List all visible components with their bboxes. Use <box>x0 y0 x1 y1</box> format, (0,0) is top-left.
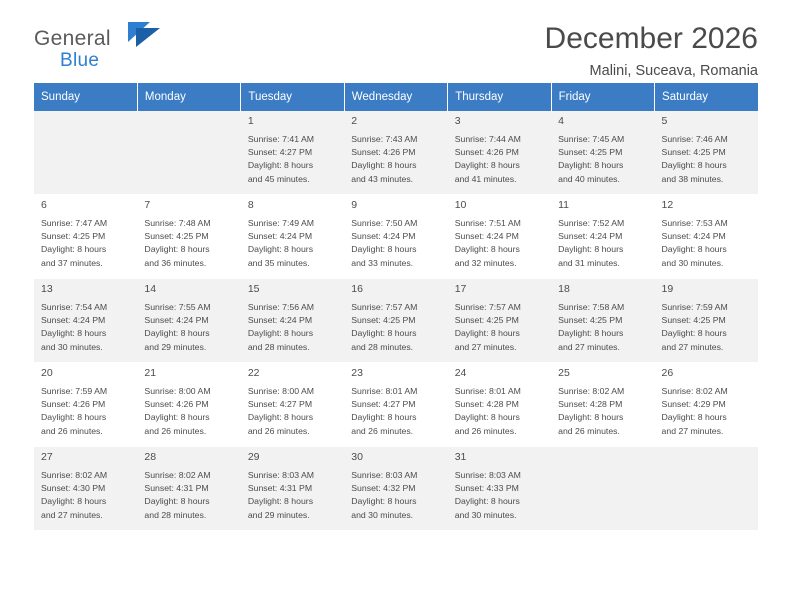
calendar-cell-empty <box>655 447 758 531</box>
day-info-line: Sunset: 4:26 PM <box>144 399 209 410</box>
day-info-line: and 27 minutes. <box>454 341 517 352</box>
day-info-line: Daylight: 8 hours <box>351 412 417 423</box>
day-info-line: Sunrise: 7:45 AM <box>558 133 625 144</box>
calendar-body <box>34 111 758 531</box>
day-info-line: and 26 minutes. <box>41 425 103 436</box>
day-info-line: Sunset: 4:25 PM <box>454 315 519 326</box>
day-info-line: Sunset: 4:29 PM <box>661 399 726 410</box>
day-info-line: and 26 minutes. <box>558 425 620 436</box>
day-number: 17 <box>454 283 467 295</box>
calendar-week-row <box>34 447 758 531</box>
calendar-cell-empty <box>34 111 137 195</box>
page-title: December 2026 <box>544 22 758 55</box>
calendar-day-cell[interactable] <box>137 363 240 447</box>
day-info-line: Sunset: 4:25 PM <box>661 147 726 158</box>
calendar-week-row <box>34 279 758 363</box>
day-info-line: Daylight: 8 hours <box>661 328 727 339</box>
day-info-line: and 26 minutes. <box>144 425 207 436</box>
calendar-day-cell[interactable] <box>241 111 344 195</box>
calendar-day-cell[interactable] <box>448 111 551 195</box>
day-info-line: Daylight: 8 hours <box>454 412 520 423</box>
day-info-line: and 38 minutes. <box>661 173 724 184</box>
day-number: 27 <box>41 451 53 463</box>
day-info-line: Sunset: 4:27 PM <box>247 399 313 410</box>
day-info-line: Sunrise: 8:00 AM <box>144 385 211 396</box>
calendar-day-cell[interactable] <box>655 279 758 363</box>
day-number: 4 <box>558 115 564 127</box>
day-number: 9 <box>351 199 358 211</box>
day-number: 28 <box>144 451 157 463</box>
day-info-line: and 30 minutes. <box>351 509 414 520</box>
day-info-line: Sunrise: 8:02 AM <box>144 469 211 480</box>
day-info-line: Daylight: 8 hours <box>454 496 520 507</box>
calendar-day-cell[interactable] <box>655 111 758 195</box>
day-info-line: Sunrise: 7:57 AM <box>351 301 418 312</box>
calendar-day-cell[interactable] <box>137 279 240 363</box>
day-number: 29 <box>247 451 260 463</box>
day-number: 15 <box>247 283 260 295</box>
day-info-line: Daylight: 8 hours <box>41 496 107 507</box>
weekday-sunday: Sunday <box>34 83 137 111</box>
weekday-wednesday: Wednesday <box>344 83 447 111</box>
day-info-line: Sunrise: 8:00 AM <box>247 385 315 396</box>
day-info-line: Daylight: 8 hours <box>247 328 314 339</box>
day-info-line: Sunrise: 8:02 AM <box>558 385 625 396</box>
day-info-line: Sunrise: 8:03 AM <box>247 469 315 480</box>
day-info-line: Sunset: 4:25 PM <box>351 315 416 326</box>
calendar-day-cell[interactable] <box>551 363 654 447</box>
day-info-line: and 33 minutes. <box>351 257 414 268</box>
day-info-line: Daylight: 8 hours <box>247 160 314 171</box>
day-number: 25 <box>558 367 570 379</box>
calendar-day-cell[interactable] <box>241 195 344 279</box>
day-info-line: and 29 minutes. <box>247 509 310 520</box>
calendar-day-cell[interactable] <box>344 195 447 279</box>
calendar-header-row <box>34 83 758 111</box>
day-info-line: Sunset: 4:25 PM <box>558 315 623 326</box>
calendar-week-row <box>34 111 758 195</box>
day-number: 10 <box>454 199 467 211</box>
day-info-line: Sunrise: 7:54 AM <box>41 301 108 312</box>
day-info-line: Sunset: 4:24 PM <box>454 231 519 242</box>
day-info-line: Sunset: 4:26 PM <box>351 147 416 158</box>
day-info-line: Sunset: 4:24 PM <box>247 231 313 242</box>
calendar-cell-empty <box>551 447 654 531</box>
calendar-cell-empty <box>137 111 240 195</box>
day-info-line: Daylight: 8 hours <box>351 244 417 255</box>
day-info-line: Sunrise: 7:49 AM <box>247 217 315 228</box>
calendar-day-cell[interactable] <box>137 447 240 531</box>
day-info-line: Sunrise: 7:51 AM <box>454 217 521 228</box>
day-info-line: Sunset: 4:26 PM <box>41 399 106 410</box>
day-info-line: Daylight: 8 hours <box>558 244 624 255</box>
day-info-line: Sunset: 4:31 PM <box>144 483 209 494</box>
day-info-line: and 27 minutes. <box>41 509 103 520</box>
day-number: 3 <box>454 115 461 127</box>
calendar-day-cell[interactable] <box>34 195 137 279</box>
day-info-line: Daylight: 8 hours <box>351 328 417 339</box>
day-info-line: Daylight: 8 hours <box>247 412 314 423</box>
day-info-line: Daylight: 8 hours <box>144 496 210 507</box>
day-info-line: and 45 minutes. <box>247 173 310 184</box>
day-info-line: Sunset: 4:24 PM <box>558 231 623 242</box>
calendar-day-cell[interactable] <box>34 363 137 447</box>
day-number: 16 <box>351 283 363 295</box>
day-info-line: Sunset: 4:27 PM <box>247 147 313 158</box>
day-info-line: Sunrise: 7:57 AM <box>454 301 521 312</box>
weekday-friday: Friday <box>551 83 654 111</box>
calendar-day-cell[interactable] <box>344 279 447 363</box>
day-info-line: Sunset: 4:24 PM <box>351 231 416 242</box>
day-info-line: and 27 minutes. <box>661 341 724 352</box>
day-number: 14 <box>144 283 157 295</box>
day-info-line: Sunset: 4:25 PM <box>558 147 623 158</box>
day-info-line: Sunset: 4:28 PM <box>454 399 519 410</box>
day-info-line: Sunrise: 7:55 AM <box>144 301 211 312</box>
day-info-line: Sunset: 4:26 PM <box>454 147 519 158</box>
day-info-line: and 27 minutes. <box>661 425 724 436</box>
weekday-saturday: Saturday <box>655 83 758 111</box>
calendar-day-cell[interactable] <box>34 447 137 531</box>
calendar-day-cell[interactable] <box>448 195 551 279</box>
page-header <box>34 0 758 79</box>
day-info-line: Daylight: 8 hours <box>247 496 314 507</box>
day-number: 11 <box>558 199 570 211</box>
day-info-line: and 26 minutes. <box>247 425 310 436</box>
day-info-line: Daylight: 8 hours <box>558 412 624 423</box>
calendar-day-cell[interactable] <box>344 363 447 447</box>
calendar-day-cell[interactable] <box>344 447 447 531</box>
day-info-line: and 37 minutes. <box>41 257 103 268</box>
day-info-line: and 30 minutes. <box>661 257 724 268</box>
day-info-line: and 27 minutes. <box>558 341 620 352</box>
day-info-line: Sunrise: 7:43 AM <box>351 133 418 144</box>
calendar-day-cell[interactable] <box>551 279 654 363</box>
weekday-thursday: Thursday <box>448 83 551 111</box>
calendar-week-row <box>34 363 758 447</box>
day-info-line: Sunset: 4:31 PM <box>247 483 313 494</box>
day-info-line: and 40 minutes. <box>558 173 620 184</box>
day-info-line: and 26 minutes. <box>351 425 414 436</box>
day-number: 23 <box>351 367 363 379</box>
day-info-line: Daylight: 8 hours <box>661 412 727 423</box>
day-info-line: Sunset: 4:24 PM <box>661 231 726 242</box>
day-info-line: and 32 minutes. <box>454 257 517 268</box>
calendar-day-cell[interactable] <box>655 195 758 279</box>
logo[interactable] <box>34 28 111 70</box>
day-number: 8 <box>247 199 254 211</box>
day-number: 22 <box>247 367 260 379</box>
calendar-day-cell[interactable] <box>137 195 240 279</box>
day-info-line: and 29 minutes. <box>144 341 207 352</box>
day-info-line: and 35 minutes. <box>247 257 310 268</box>
day-info-line: Daylight: 8 hours <box>454 244 520 255</box>
day-info-line: Sunrise: 7:59 AM <box>41 385 108 396</box>
calendar-day-cell[interactable] <box>551 195 654 279</box>
day-info-line: Daylight: 8 hours <box>351 160 417 171</box>
calendar-day-cell[interactable] <box>448 447 551 531</box>
day-info-line: Sunset: 4:24 PM <box>144 315 209 326</box>
calendar-day-cell[interactable] <box>241 363 344 447</box>
day-info-line: Sunrise: 7:58 AM <box>558 301 625 312</box>
day-info-line: and 31 minutes. <box>558 257 620 268</box>
day-info-line: and 30 minutes. <box>454 509 517 520</box>
day-number: 26 <box>661 367 674 379</box>
calendar-day-cell[interactable] <box>344 111 447 195</box>
day-info-line: Daylight: 8 hours <box>558 328 624 339</box>
day-info-line: Sunset: 4:32 PM <box>351 483 416 494</box>
day-info-line: Sunrise: 8:01 AM <box>351 385 418 396</box>
day-info-line: Sunrise: 8:02 AM <box>41 469 108 480</box>
day-info-line: Sunset: 4:33 PM <box>454 483 519 494</box>
day-info-line: and 41 minutes. <box>454 173 517 184</box>
title-block <box>545 22 758 79</box>
day-info-line: Daylight: 8 hours <box>454 160 520 171</box>
day-number: 5 <box>661 115 668 127</box>
calendar-day-cell[interactable] <box>34 279 137 363</box>
day-info-line: Sunset: 4:25 PM <box>144 231 209 242</box>
day-info-line: Daylight: 8 hours <box>351 496 417 507</box>
day-info-line: Sunset: 4:27 PM <box>351 399 416 410</box>
logo-blue-text: Blue <box>60 50 100 71</box>
day-number: 31 <box>454 451 467 463</box>
day-info-line: Sunrise: 8:01 AM <box>454 385 521 396</box>
day-info-line: and 26 minutes. <box>454 425 517 436</box>
day-info-line: and 43 minutes. <box>351 173 414 184</box>
weekday-monday: Monday <box>137 83 240 111</box>
calendar-table <box>34 83 758 531</box>
day-info-line: Daylight: 8 hours <box>41 244 107 255</box>
day-info-line: Sunrise: 7:44 AM <box>454 133 521 144</box>
day-info-line: Sunrise: 8:03 AM <box>454 469 521 480</box>
day-number: 24 <box>454 367 467 379</box>
day-info-line: Daylight: 8 hours <box>661 244 727 255</box>
day-info-line: Daylight: 8 hours <box>41 328 107 339</box>
calendar-day-cell[interactable] <box>241 447 344 531</box>
logo-general-text: General <box>34 27 111 50</box>
day-info-line: Daylight: 8 hours <box>247 244 314 255</box>
day-info-line: Sunrise: 7:41 AM <box>247 133 315 144</box>
flag-icon <box>128 22 162 48</box>
day-info-line: Sunrise: 7:46 AM <box>661 133 728 144</box>
day-number: 30 <box>351 451 363 463</box>
day-info-line: Sunrise: 7:53 AM <box>661 217 728 228</box>
day-info-line: and 36 minutes. <box>144 257 207 268</box>
day-info-line: Sunset: 4:24 PM <box>41 315 106 326</box>
day-number: 6 <box>41 199 47 211</box>
day-info-line: Sunset: 4:25 PM <box>661 315 726 326</box>
day-info-line: Sunrise: 8:03 AM <box>351 469 418 480</box>
day-info-line: Daylight: 8 hours <box>144 244 210 255</box>
day-info-line: Sunrise: 7:52 AM <box>558 217 625 228</box>
calendar-day-cell[interactable] <box>655 363 758 447</box>
day-number: 18 <box>558 283 570 295</box>
day-number: 19 <box>661 283 674 295</box>
day-info-line: Daylight: 8 hours <box>558 160 624 171</box>
day-number: 20 <box>41 367 53 379</box>
day-info-line: and 28 minutes. <box>247 341 310 352</box>
calendar-day-cell[interactable] <box>448 279 551 363</box>
day-info-line: Daylight: 8 hours <box>144 412 210 423</box>
day-number: 13 <box>41 283 53 295</box>
calendar-day-cell[interactable] <box>241 279 344 363</box>
day-info-line: Daylight: 8 hours <box>144 328 210 339</box>
day-info-line: Sunset: 4:24 PM <box>247 315 313 326</box>
day-info-line: Sunrise: 7:50 AM <box>351 217 418 228</box>
day-number: 1 <box>247 115 254 127</box>
day-info-line: Sunrise: 7:56 AM <box>247 301 315 312</box>
day-info-line: Daylight: 8 hours <box>661 160 727 171</box>
day-info-line: and 28 minutes. <box>351 341 414 352</box>
day-number: 2 <box>351 115 358 127</box>
day-info-line: Sunrise: 7:59 AM <box>661 301 728 312</box>
day-info-line: and 30 minutes. <box>41 341 103 352</box>
calendar-week-row <box>34 195 758 279</box>
day-info-line: Sunset: 4:28 PM <box>558 399 623 410</box>
day-info-line: Sunrise: 7:48 AM <box>144 217 211 228</box>
weekday-tuesday: Tuesday <box>241 83 344 111</box>
day-info-line: Sunrise: 7:47 AM <box>41 217 108 228</box>
day-info-line: Daylight: 8 hours <box>454 328 520 339</box>
day-info-line: Sunrise: 8:02 AM <box>661 385 728 396</box>
location-subtitle: Malini, Suceava, Romania <box>589 63 758 79</box>
day-info-line: and 28 minutes. <box>144 509 207 520</box>
day-number: 12 <box>661 199 674 211</box>
calendar-day-cell[interactable] <box>448 363 551 447</box>
day-info-line: Sunset: 4:25 PM <box>41 231 106 242</box>
day-number: 7 <box>144 199 151 211</box>
day-info-line: Sunset: 4:30 PM <box>41 483 106 494</box>
day-info-line: Daylight: 8 hours <box>41 412 107 423</box>
day-number: 21 <box>144 367 157 379</box>
calendar-day-cell[interactable] <box>551 111 654 195</box>
